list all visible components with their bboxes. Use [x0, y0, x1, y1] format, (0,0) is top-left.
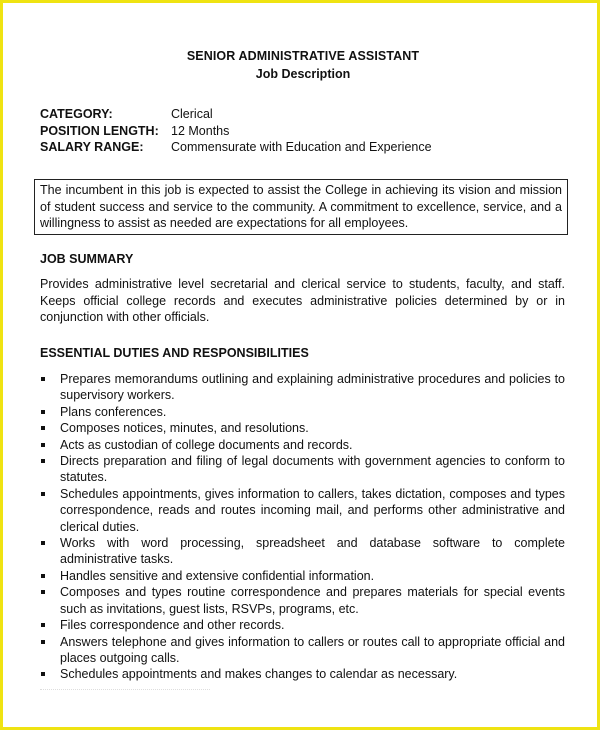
meta-row-category [40, 106, 432, 123]
footer-divider [40, 689, 210, 690]
meta-row-position-length [40, 123, 432, 140]
list-item [40, 404, 565, 420]
bullet-icon [41, 459, 45, 463]
bullet-icon [41, 574, 45, 578]
duty-text: Schedules appointments, gives information to callers, takes dictation, composes and types correspondence, reads and routes incoming mail, and performs other administrative and clerical duties. [60, 486, 565, 534]
duty-text: Directs preparation and filing of legal documents with government agencies to conform to statutes. [60, 454, 565, 485]
job-summary-text: Provides administrative level secretarial and clerical service to students, faculty, and staff. Keeps official college records and executes administrative policies determined by or in conjunction with other officials. [40, 277, 565, 324]
bullet-icon [41, 541, 45, 545]
list-item [40, 568, 565, 584]
meta-label: SALARY RANGE: [40, 140, 144, 154]
meta-row-salary-range [40, 139, 432, 156]
list-item [40, 371, 565, 404]
duties-heading: ESSENTIAL DUTIES AND RESPONSIBILITIES [40, 346, 309, 360]
meta-value: 12 Months [171, 123, 230, 138]
duty-text: Handles sensitive and extensive confidential information. [60, 568, 375, 583]
list-item [40, 453, 565, 486]
bullet-icon [41, 426, 45, 430]
duty-text: Prepares memorandums outlining and explaining administrative procedures and policies to supervisory workers. [60, 372, 565, 403]
meta-value: Commensurate with Education and Experience [171, 140, 432, 154]
list-item [40, 584, 565, 617]
duty-text: Answers telephone and gives information to callers or routes call to appropriate official and places outgoing calls. [60, 634, 565, 665]
bullet-icon [41, 410, 45, 414]
meta-label: CATEGORY: [40, 107, 113, 121]
list-item [40, 535, 565, 568]
list-item [40, 437, 565, 453]
list-item [40, 634, 565, 667]
duty-text: Composes and types routine correspondence and prepares materials for special events such as invitations, guest lists, RSVPs, programs, etc. [60, 585, 565, 616]
duty-text: Plans conferences. [60, 404, 167, 419]
bullet-icon [41, 623, 45, 627]
job-summary-heading: JOB SUMMARY [40, 252, 134, 266]
duty-text: Schedules appointments and makes changes to calendar as necessary. [60, 667, 458, 682]
duty-text: Works with word processing, spreadsheet and database software to complete administrative tasks. [60, 536, 565, 567]
meta-value: Clerical [171, 107, 213, 121]
bullet-icon [41, 492, 45, 496]
duty-text: Files correspondence and other records. [60, 618, 285, 633]
job-meta [40, 106, 432, 156]
duty-text: Composes notices, minutes, and resolutions. [60, 421, 309, 436]
list-item [40, 486, 565, 535]
intro-statement-box: The incumbent in this job is expected to assist the College in achieving its vision and mission of student success and service to the community. A commitment to excellence, service, and a willingness to assist as needed are expectations for all employees. [34, 179, 568, 235]
document-title: SENIOR ADMINISTRATIVE ASSISTANT [186, 49, 420, 63]
list-item [40, 420, 565, 436]
duty-text: Acts as custodian of college documents and records. [60, 437, 353, 452]
bullet-icon [41, 443, 45, 447]
list-item [40, 617, 565, 633]
duties-list [40, 371, 565, 683]
list-item [40, 666, 565, 682]
bullet-icon [41, 377, 45, 381]
bullet-icon [41, 590, 45, 594]
meta-label: POSITION LENGTH: [40, 123, 159, 138]
bullet-icon [41, 672, 45, 676]
title-block [3, 47, 600, 83]
bullet-icon [41, 640, 45, 644]
document-subtitle: Job Description [255, 67, 351, 81]
